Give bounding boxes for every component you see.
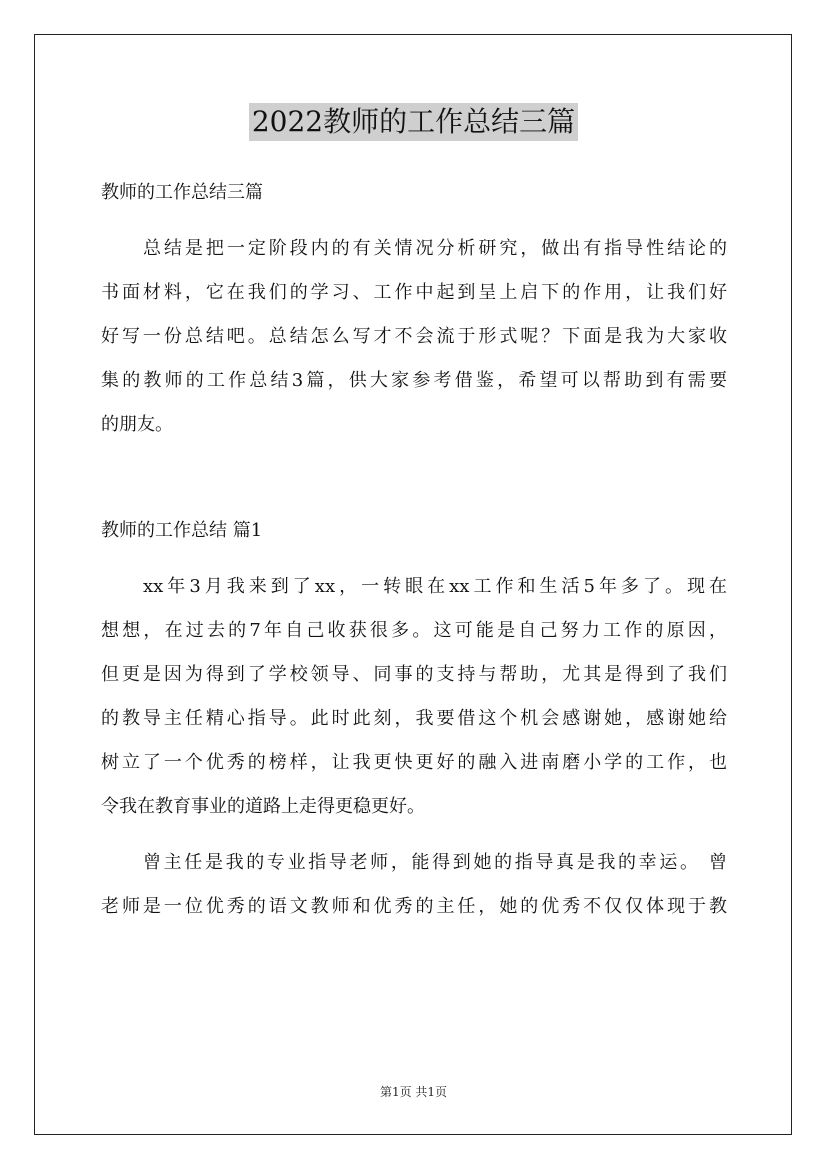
intro-line: 集的教师的工作总结3篇，供大家参考借鉴，希望可以帮助到有需要	[101, 370, 727, 391]
document-title: 2022教师的工作总结三篇	[249, 103, 578, 141]
section-heading: 教师的工作总结 篇1	[101, 520, 263, 541]
paragraph-line: 令我在教育事业的道路上走得更稳更好。	[101, 796, 425, 817]
paragraph-line: 曾主任是我的专业指导老师，能得到她的指导真是我的幸运。 曾	[143, 852, 727, 873]
title-wrap	[0, 103, 827, 141]
paragraph-line: 想想，在过去的7年自己收获很多。这可能是自己努力工作的原因，	[101, 620, 727, 641]
paragraph-line: 老师是一位优秀的语文教师和优秀的主任，她的优秀不仅仅体现于教	[101, 896, 727, 917]
paragraph-line: xx年3月我来到了xx，一转眼在xx工作和生活5年多了。现在	[143, 576, 727, 597]
paragraph-line: 但更是因为得到了学校领导、同事的支持与帮助，尤其是得到了我们	[101, 664, 727, 685]
paragraph-line: 的教导主任精心指导。此时此刻，我要借这个机会感谢她，感谢她给	[101, 708, 727, 729]
body-paragraph-2	[101, 841, 727, 929]
intro-line: 书面材料，它在我们的学习、工作中起到呈上启下的作用，让我们好	[101, 282, 727, 303]
page-number: 第1页 共1页	[379, 1085, 448, 1099]
page-footer	[0, 1083, 827, 1100]
body-paragraph-1	[101, 565, 727, 829]
intro-line: 好写一份总结吧。总结怎么写才不会流于形式呢？下面是我为大家收	[101, 326, 727, 347]
intro-line: 总结是把一定阶段内的有关情况分析研究，做出有指导性结论的	[143, 238, 727, 259]
document-body	[101, 171, 727, 929]
subtitle: 教师的工作总结三篇	[101, 182, 263, 203]
intro-paragraph	[101, 227, 727, 447]
paragraph-line: 树立了一个优秀的榜样，让我更快更好的融入进南磨小学的工作，也	[101, 752, 727, 773]
intro-line: 的朋友。	[101, 414, 173, 435]
